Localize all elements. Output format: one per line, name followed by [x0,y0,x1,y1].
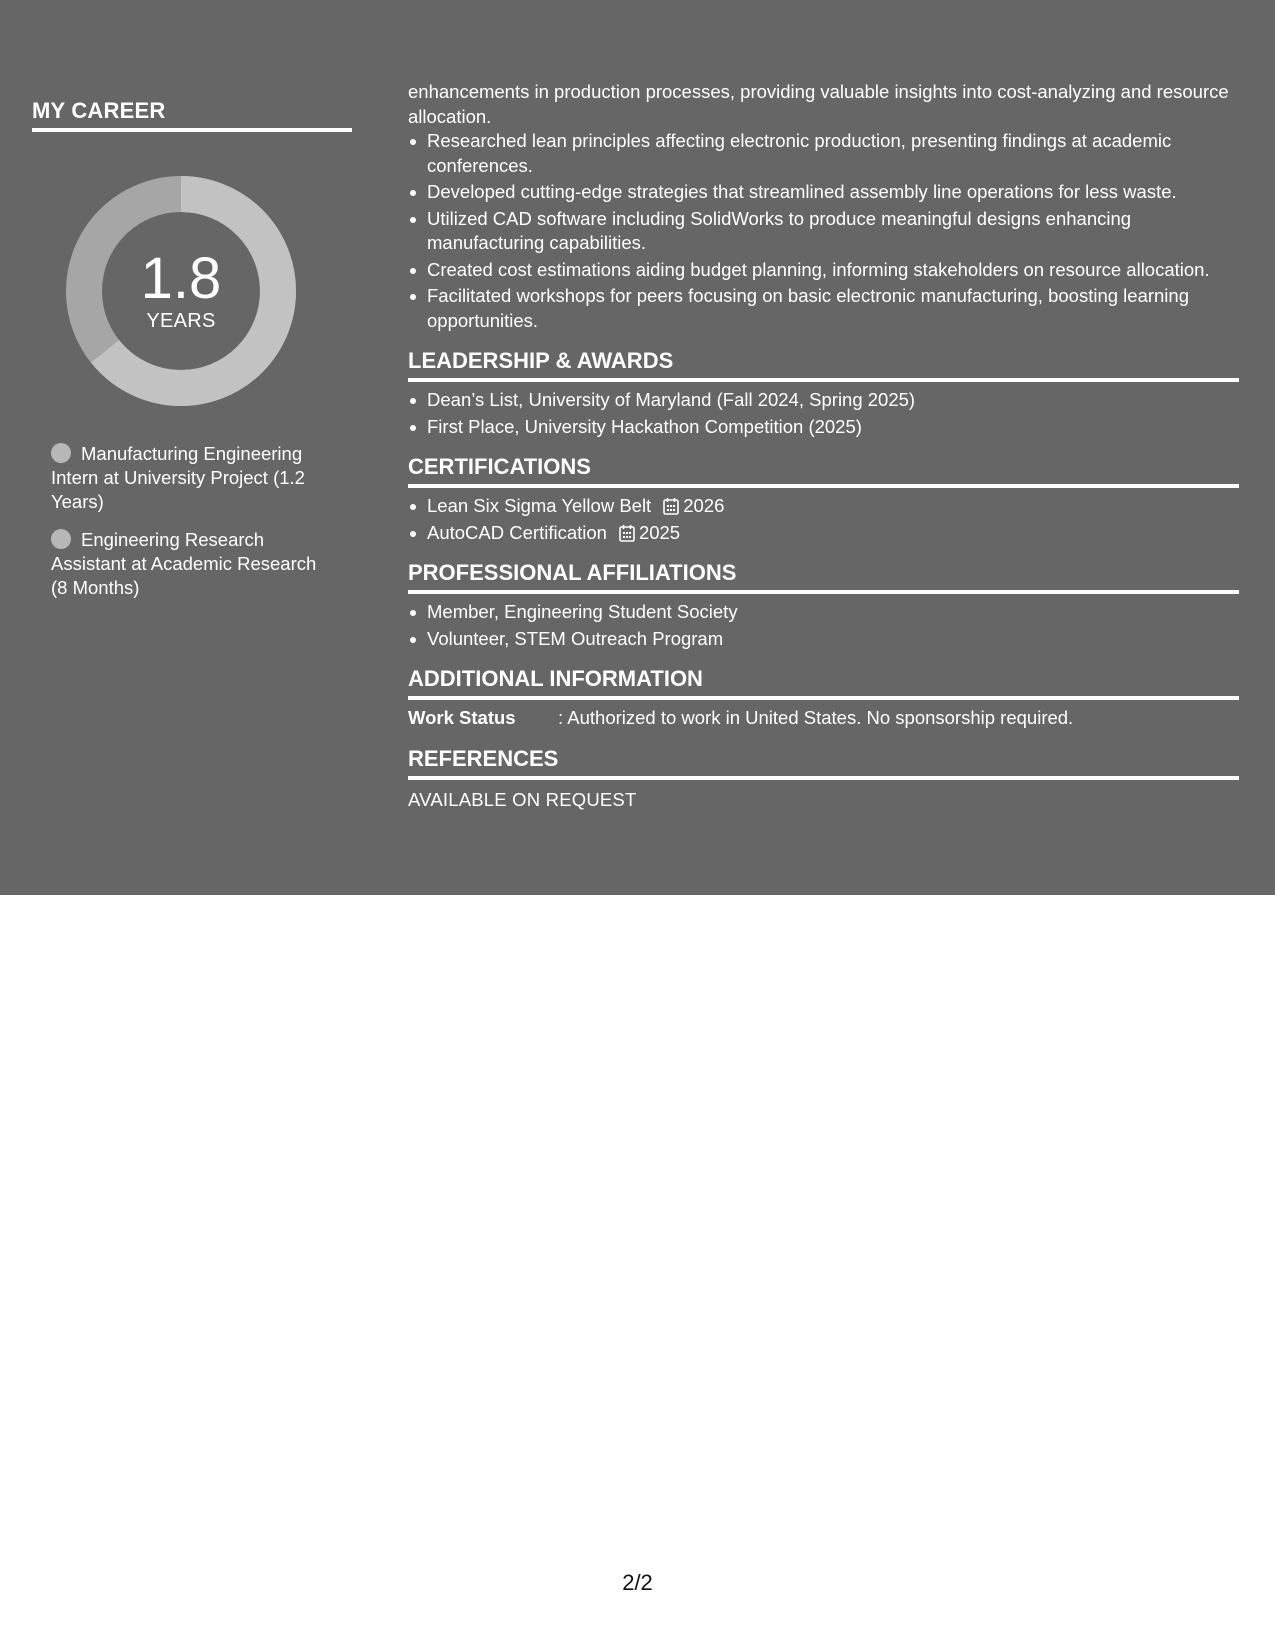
experience-bullets [408,129,1239,333]
career-donut-chart [66,176,296,406]
certification-item [408,521,1239,546]
page-number: 2/2 [622,1570,653,1595]
certifications-heading: CERTIFICATIONS [408,453,1239,488]
experience-continued-text: enhancements in production processes, providing valuable insights into cost-analyzing and resource allocation. [408,81,1229,127]
certification-name: Lean Six Sigma Yellow Belt [427,495,652,516]
certification-year: 2026 [683,495,725,516]
main-content [408,80,1239,812]
additional-info-heading: ADDITIONAL INFORMATION [408,665,1239,700]
affiliations-list [408,600,1239,651]
certification-name: AutoCAD Certification [427,521,607,543]
affiliations-heading: PROFESSIONAL AFFILIATIONS [408,559,1239,594]
experience-bullet: Developed cutting-edge strategies that streamlined assembly line operations for less waste. [408,180,1239,205]
references-heading: REFERENCES [408,745,1239,780]
leadership-item: Dean’s List, University of Maryland (Fall 2024, Spring 2025) [408,388,1239,413]
total-years-unit: YEARS [146,309,216,332]
donut-center-label [66,176,296,406]
career-sidebar [32,98,352,614]
experience-bullet: Researched lean principles affecting electronic production, presenting findings at academic conferences. [408,129,1239,178]
experience-bullet: Facilitated workshops for peers focusing on basic electronic manufacturing, boosting learning opportunities. [408,284,1239,333]
work-status-value: : Authorized to work in United States. No sponsorship required. [558,707,1074,728]
calendar-icon [619,524,635,542]
experience-bullet: Created cost estimations aiding budget planning, informing stakeholders on resource allocation. [408,258,1239,283]
legend-dot-icon [51,529,71,549]
legend-item [51,528,331,600]
work-status-label: Work Status [408,707,516,728]
leadership-item: First Place, University Hackathon Competition (2025) [408,415,1239,440]
career-legend [32,442,352,600]
leadership-heading: LEADERSHIP & AWARDS [408,347,1239,382]
certifications-list [408,494,1239,545]
experience-bullet: Utilized CAD software including SolidWorks to produce meaningful designs enhancing manufacturing capabilities. [408,207,1239,256]
affiliation-item: Member, Engineering Student Society [408,600,1239,625]
legend-item [51,442,331,514]
legend-label: Manufacturing Engineering Intern at University Project (1.2 Years) [51,443,305,512]
work-status-row [408,706,1239,731]
leadership-list [408,388,1239,439]
affiliation-item: Volunteer, STEM Outreach Program [408,627,1239,652]
legend-dot-icon [51,443,71,463]
career-heading: MY CAREER [32,98,352,132]
certification-year: 2025 [638,521,681,543]
certification-item [408,494,1239,519]
calendar-icon [663,497,679,515]
total-years-value: 1.8 [140,245,222,311]
references-text: AVAILABLE ON REQUEST [408,788,637,810]
legend-label: Engineering Research Assistant at Academic Research (8 Months) [51,529,317,598]
